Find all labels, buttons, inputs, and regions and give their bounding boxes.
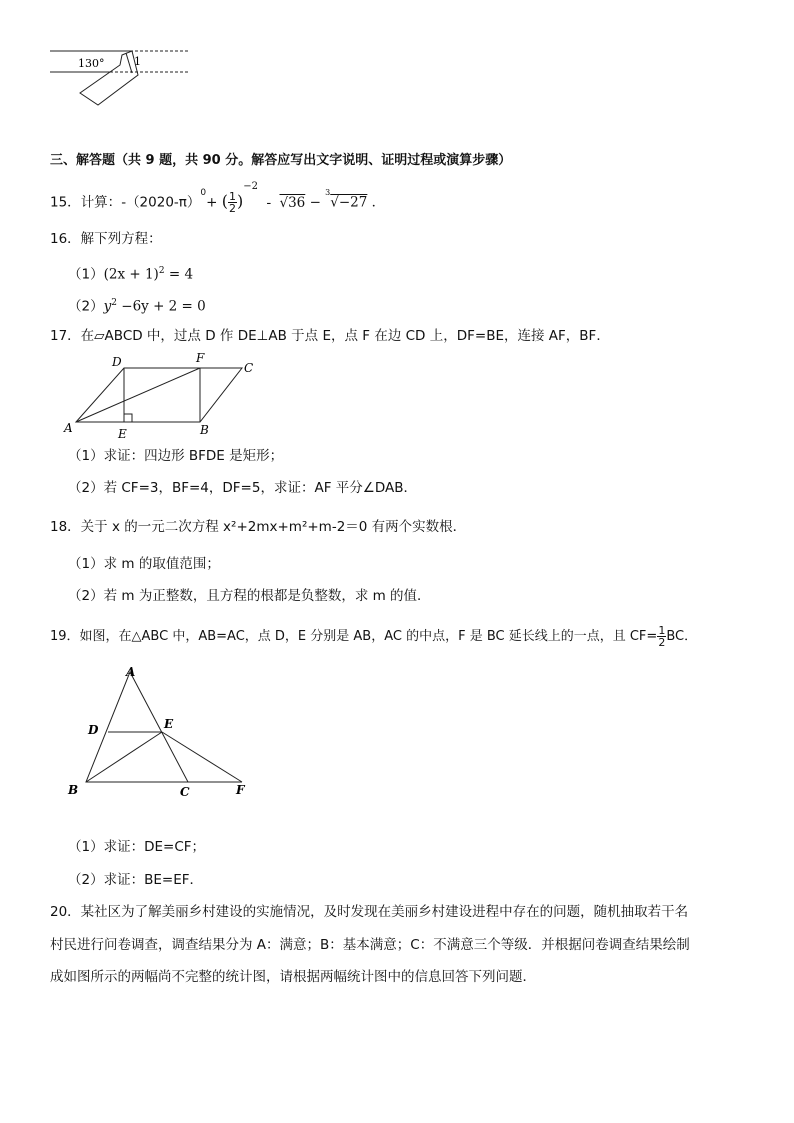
q14-figure bbox=[50, 45, 195, 115]
q15-label: 计算： bbox=[80, 194, 122, 211]
q20-line3: 成如图所示的两幅尚不完整的统计图，请根据两幅统计图中的信息回答下列问题． bbox=[50, 969, 536, 985]
q15-line: 15．计算：$-(2020-\pi)^0+$ ( $\frac{1}{2}$ )$^{-2}$ - √36 − $^3$√−27 ． bbox=[50, 181, 386, 215]
q19-label-c: C bbox=[180, 785, 190, 799]
q16-part2: $(2)y^2 -6y + 2 = 0$ bbox=[68, 298, 206, 315]
q17-label-e: E bbox=[118, 427, 127, 441]
q18-part2: （2）若 m 为正整数，且方程的根都是负整数，求 m 的值． bbox=[68, 588, 431, 604]
q15-plus: + bbox=[206, 194, 218, 211]
q15-minus2: - bbox=[266, 194, 272, 211]
q17-label-d: D bbox=[112, 355, 122, 369]
q19-part2: （2）求证：BE=EF． bbox=[68, 872, 203, 888]
q19-triangle-figure bbox=[64, 662, 259, 802]
q17-label-f: F bbox=[196, 351, 205, 365]
q15-minus3: − bbox=[309, 194, 321, 211]
q15-minus: - bbox=[121, 194, 127, 211]
q19-label-f: F bbox=[236, 783, 245, 797]
q18-part1: （1）求 m 的取值范围； bbox=[68, 556, 220, 572]
q15-cbrt: √−27 bbox=[330, 194, 368, 211]
q19-text: 19．如图，在△ABC 中，AB=AC，点 D，E 分别是 AB，AC 的中点，F 是 BC 延长线上的一点，且 CF= $\frac{1}{2}$ BC． bbox=[50, 624, 698, 649]
q17-parallelogram-figure bbox=[62, 350, 262, 442]
q17-label-a: A bbox=[64, 421, 73, 435]
q19-label-d: D bbox=[88, 723, 99, 737]
angle-1-label: 1 bbox=[134, 55, 141, 68]
q18-text: 18．关于 x 的一元二次方程 x²+2mx+m²+m-2＝0 有两个实数根． bbox=[50, 519, 467, 535]
q19-label-a: A bbox=[126, 665, 136, 679]
q20-line2: 村民进行问卷调查，调查结果分为 A：满意；B：基本满意；C：不满意三个等级．并根据问卷调查结果绘制 bbox=[50, 937, 690, 953]
q15-end: ． bbox=[371, 194, 386, 211]
q17-part1: （1）求证：四边形 BFDE 是矩形； bbox=[68, 448, 284, 464]
q17-part2: （2）若 CF=3，BF=4，DF=5，求证：AF 平分∠DAB． bbox=[68, 480, 418, 496]
q19-label-b: B bbox=[68, 783, 79, 797]
q15-exp0: 0 bbox=[200, 188, 207, 198]
q16-text: 16．解下列方程： bbox=[50, 231, 162, 247]
angle-130-label: 130° bbox=[78, 57, 105, 70]
q19-part1: （1）求证：DE=CF； bbox=[68, 839, 206, 855]
q15-cbrt-index: 3 bbox=[325, 188, 331, 197]
q15-half: $\frac{1}{2}$ bbox=[229, 190, 237, 215]
q15-sqrt36: √36 bbox=[279, 194, 306, 211]
section3-heading: 三、解答题（共 9 题，共 90 分。解答应写出文字说明、证明过程或演算步骤） bbox=[50, 153, 512, 168]
q17-label-c: C bbox=[244, 361, 254, 375]
q15-num: 15． bbox=[50, 194, 81, 211]
q19-half: $\frac{1}{2}$ bbox=[658, 624, 666, 649]
q15-exp-neg2: −2 bbox=[243, 181, 259, 192]
q20-line1: 20．某社区为了解美丽乡村建设的实施情况，及时发现在美丽乡村建设进程中存在的问题，随机抽取若干名 bbox=[50, 904, 689, 920]
q15-paren: （2020-π） bbox=[126, 194, 201, 211]
q16-part1: $(1)(2x + 1)^2 = 4$ bbox=[68, 266, 194, 283]
q19-label-e: E bbox=[164, 717, 174, 731]
q17-text: 17．在▱ABCD 中，过点 D 作 DE⊥AB 于点 E，点 F 在边 CD 上，DF=BE，连接 AF，BF． bbox=[50, 328, 610, 344]
q17-label-b: B bbox=[200, 423, 209, 437]
